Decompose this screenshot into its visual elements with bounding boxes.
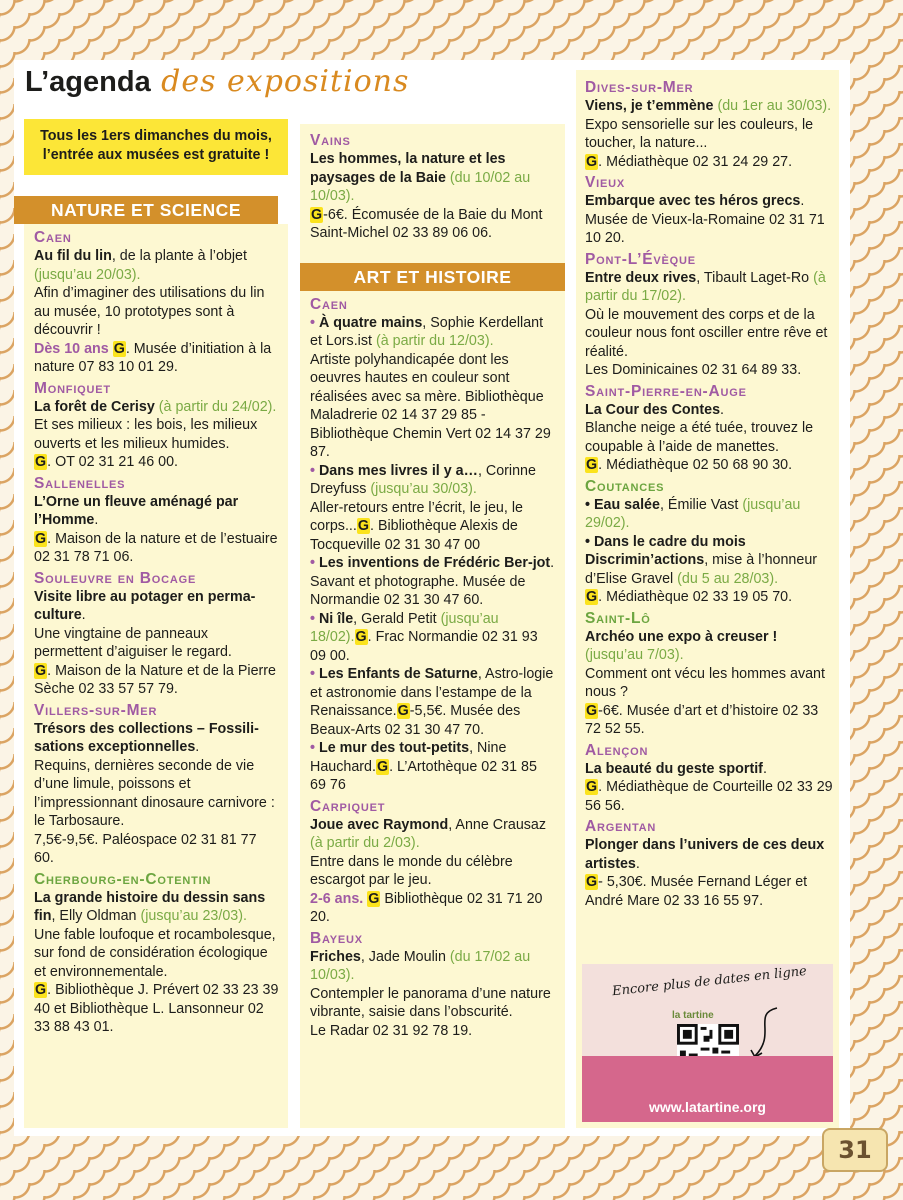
- city-heading: Caen: [310, 295, 348, 313]
- section-art-history: ART ET HISTOIRE: [300, 263, 565, 291]
- free-entry-badge: G: [586, 153, 598, 170]
- event-details: .: [94, 512, 99, 528]
- event-info: [310, 890, 555, 927]
- event-description: Requins, dernières seconde de vie d’une limule, poissons et l’impressionnant dinosaure carnivore : le Tarbosaure.: [34, 757, 275, 829]
- event-description: Artiste polyhandicapée dont les oeuvres hautes en couleur sont réalisées avec sa mère. Bibliothèque Maladrerie 02 14 37 29 85 - Bibliothèque Chemin Vert 02 14 37 29 87.: [310, 351, 551, 460]
- event-info: [585, 702, 833, 739]
- event-info: [585, 153, 833, 172]
- venue-contact: -6€. Écomusée de la Baie du Mont Saint-Michel 02 33 89 06 06.: [310, 206, 543, 241]
- city-heading: Saint-Lô: [585, 609, 651, 627]
- event-title: La beauté du geste sportif: [585, 760, 763, 777]
- event-date: (à partir du 12/03).: [375, 333, 494, 349]
- city-heading: Bayeux: [310, 929, 363, 947]
- city-heading: Cherbourg-en-Cotentin: [34, 870, 212, 888]
- event-info: [34, 340, 280, 377]
- event-date: (jusqu’au 30/03).: [370, 481, 477, 497]
- event-details: , Anne Crausaz: [448, 816, 547, 833]
- event-info: [585, 361, 833, 380]
- free-entry-badge: G: [311, 206, 323, 223]
- event-title: Joue avec Raymond: [310, 816, 449, 833]
- bullet: •: [585, 533, 594, 550]
- city-heading: Carpiquet: [310, 797, 386, 815]
- event-text: [34, 247, 280, 284]
- section-nature-science: NATURE ET SCIENCE: [14, 196, 278, 224]
- event-text: [585, 97, 833, 116]
- event-description: Contempler le panorama d’une nature vibrante, saisie dans l’obscurité.: [310, 985, 551, 1020]
- caen-exhibition-item: [310, 665, 555, 739]
- city-heading: Saint-Pierre-en-Auge: [585, 382, 747, 400]
- free-entry-badge: G: [376, 758, 389, 775]
- event-text: [34, 588, 280, 625]
- venue-contact: Bibliothèque 02 31 71 20 20.: [310, 890, 543, 925]
- bullet: •: [310, 666, 319, 682]
- free-entry-badge: G: [357, 518, 370, 534]
- event-text: [34, 398, 280, 417]
- event-info: [310, 1022, 555, 1041]
- caen-exhibition-item: [310, 610, 555, 666]
- event-details: , Tibault Laget-Ro: [696, 269, 814, 286]
- free-entry-badge: G: [586, 702, 598, 719]
- event-text: [585, 836, 833, 873]
- city-heading: Coutances: [585, 477, 665, 495]
- venue-contact: Le Radar 02 31 92 78 19.: [310, 1022, 473, 1039]
- event-description: Comment ont vécu les hommes avant nous ?: [585, 665, 825, 700]
- column-1: [24, 224, 288, 1128]
- city-heading: Vains: [310, 132, 351, 149]
- event-details: , Nine Hauchard.: [310, 740, 507, 775]
- event-details: , Gerald Petit: [353, 610, 441, 627]
- event-date: (jusqu’au 7/03).: [585, 647, 684, 663]
- event-info: [34, 530, 280, 567]
- event-title: Visite libre au potager en perma-culture: [34, 588, 256, 623]
- city-heading: Pont-L’Évèque: [585, 250, 696, 268]
- event-description: Blanche neige a été tuée, trouvez le coupable à l’aide de manettes.: [585, 420, 814, 455]
- venue-contact: . Médiathèque 02 31 24 29 27.: [598, 153, 793, 170]
- free-entry-badge: G: [35, 662, 47, 679]
- event-title: Friches: [310, 948, 361, 965]
- event-date: (du 17/02 au 10/03).: [310, 948, 531, 983]
- city-heading: Dives-sur-Mer: [585, 79, 694, 96]
- event-title: Le mur des tout-petits: [318, 740, 470, 756]
- event-info: [34, 981, 280, 1037]
- coutances-item: [585, 533, 833, 589]
- free-entry-badge: G: [586, 457, 598, 473]
- free-entry-badge: G: [368, 890, 380, 907]
- event-title: Eau salée: [593, 496, 660, 513]
- event-title: Les Enfants de Saturne: [318, 666, 478, 682]
- event-details: , Émilie Vast: [659, 496, 743, 513]
- event-title: À quatre mains: [318, 314, 423, 331]
- venue-contact: . L’Artothèque 02 31 85 69 76: [310, 758, 537, 793]
- venue-contact: . Musée d’initiation à la nature 07 83 10 01 29.: [34, 340, 272, 375]
- event-details: .: [720, 401, 725, 418]
- free-museum-notice: [24, 119, 288, 175]
- bullet: •: [310, 462, 319, 479]
- event-details: , Elly Oldman: [51, 908, 141, 924]
- caen-exhibition-item: [310, 462, 555, 555]
- event-title: Trésors des collections – Fossili-sations exceptionnelles: [34, 720, 259, 755]
- event-description: Une fable loufoque et rocambolesque, sur fond de considération écologique et environnementale.: [34, 926, 276, 980]
- event-date: (à partir du 2/03).: [310, 835, 420, 851]
- age-range: Dès 10 ans: [34, 340, 113, 357]
- venue-contact: . Bibliothèque Alexis de Tocqueville 02 31 30 47 00: [310, 518, 518, 553]
- free-entry-badge: G: [586, 779, 598, 795]
- event-info: [34, 662, 280, 699]
- event-title: Les hommes, la nature et les paysages de la Baie: [310, 151, 506, 186]
- free-entry-badge: G: [35, 982, 47, 998]
- event-title: Au fil du lin: [34, 248, 112, 264]
- event-details: , de la plante à l’objet: [111, 248, 247, 264]
- event-info: [34, 831, 280, 868]
- event-text: [585, 401, 833, 420]
- venue-contact: . Bibliothèque J. Prévert 02 33 23 39 40 et Bibliothèque L. Lansonneur 02 33 88 43 01.: [34, 982, 279, 1035]
- event-text: [585, 192, 833, 211]
- event-details: , Sophie Kerdellant et Lors.ist: [310, 314, 544, 349]
- free-entry-badge: G: [113, 340, 125, 357]
- ad-brand-logo: la tartine: [672, 1010, 714, 1021]
- venue-contact: . Médiathèque de Courteille 02 33 29 56 56.: [585, 779, 833, 814]
- event-details: .: [81, 607, 86, 623]
- bullet: •: [585, 496, 594, 513]
- venue-contact: -5,5€. Musée des Beaux-Arts 02 31 30 47 70.: [310, 703, 521, 738]
- event-text: [310, 816, 555, 853]
- event-details: .: [800, 193, 805, 209]
- event-description: Une vingtaine de panneaux permettent d’aiguiser le regard.: [34, 625, 232, 660]
- event-details: .: [195, 739, 200, 755]
- event-title: Archéo une expo à creuser !: [585, 628, 778, 645]
- event-description: Musée de Vieux-la-Romaine 02 31 71 10 20.: [585, 211, 825, 246]
- bullet: •: [310, 610, 319, 627]
- free-entry-badge: G: [397, 703, 409, 719]
- venue-contact: . Frac Normandie 02 31 93 09 00.: [310, 629, 538, 664]
- free-entry-badge: G: [35, 454, 47, 470]
- venue-contact: . Médiathèque 02 50 68 90 30.: [598, 457, 793, 473]
- event-details: .: [635, 855, 640, 872]
- event-title: Les inventions de Frédéric Ber-jot: [318, 555, 551, 571]
- event-date: (du 1er au 30/03).: [717, 98, 832, 114]
- event-title: Entre deux rives: [585, 269, 697, 286]
- event-date: (jusqu’au 18/02).: [310, 610, 499, 645]
- column-2: [300, 124, 565, 1128]
- bullet: •: [310, 314, 319, 331]
- event-text: [585, 628, 833, 665]
- free-notice-text: Tous les 1ers dimanches du mois, l’entrée aux musées est gratuite !: [40, 128, 272, 163]
- free-entry-badge: G: [355, 629, 367, 645]
- event-details: . Savant et photographe. Musée de Normandie 02 31 30 47 60.: [310, 555, 555, 608]
- city-heading: Caen: [34, 229, 72, 246]
- free-entry-badge: G: [35, 530, 47, 547]
- event-date: (du 10/02 au 10/03).: [310, 169, 531, 204]
- event-title: Embarque avec tes héros grecs: [585, 193, 801, 209]
- event-text: [310, 948, 555, 985]
- event-date: (jusqu’au 29/02).: [585, 496, 801, 531]
- event-info: [585, 873, 833, 910]
- city-heading: Souleuvre en Bocage: [34, 569, 197, 587]
- bullet: •: [310, 740, 319, 756]
- event-description: Où le mouvement des corps et de la couleur nous font osciller entre rêve et réalité.: [585, 306, 828, 360]
- event-title: Ni île: [318, 610, 354, 627]
- title-main: L’agenda: [25, 66, 151, 98]
- venue-contact: 7,5€-9,5€. Paléospace 02 31 81 77 60.: [34, 831, 257, 866]
- title-script: des expositions: [161, 64, 410, 99]
- online-dates-ad[interactable]: [582, 964, 833, 1122]
- event-title: Plonger dans l’univers de ces deux artistes: [585, 837, 825, 872]
- event-text: [585, 269, 833, 306]
- event-details: , Astro-logie et astronomie dans l’estampe de la Renaissance.: [310, 666, 554, 719]
- event-description: Expo sensorielle sur les couleurs, le toucher, la nature...: [585, 116, 814, 151]
- event-date: (à partir du 24/02).: [158, 398, 277, 415]
- event-title: La grande histoire du dessin sans fin: [34, 889, 266, 924]
- event-text: [34, 493, 280, 530]
- city-heading: Vieux: [585, 174, 626, 191]
- venue-contact: - 5,30€. Musée Fernand Léger et André Mare 02 33 16 55 97.: [585, 874, 808, 909]
- event-date: (jusqu’au 20/03).: [34, 266, 141, 283]
- event-title: L’Orne un fleuve aménagé par l’Homme: [34, 493, 239, 528]
- caen-exhibition-item: [310, 314, 555, 462]
- event-date: (du 5 au 28/03).: [677, 570, 779, 587]
- venue-contact: . Maison de la nature et de l’estuaire 02 31 78 71 06.: [34, 530, 278, 565]
- bullet: •: [310, 555, 319, 571]
- city-heading: Villers-sur-Mer: [34, 701, 158, 719]
- free-entry-badge: G: [586, 874, 598, 890]
- event-info: [310, 206, 555, 243]
- page-number: 31: [822, 1128, 888, 1172]
- event-text: [34, 889, 280, 926]
- venue-contact: . Maison de la Nature et de la Pierre Sèche 02 33 57 57 79.: [34, 662, 276, 697]
- ad-slogan: Encore plus de dates en ligne: [611, 964, 808, 1000]
- event-info: [34, 453, 280, 472]
- city-heading: Argentan: [585, 818, 657, 835]
- event-details: , Jade Moulin: [360, 948, 450, 965]
- event-title: La Cour des Contes: [585, 401, 721, 418]
- event-title: La forêt de Cerisy: [34, 398, 155, 415]
- venue-contact: . OT 02 31 21 46 00.: [47, 454, 179, 470]
- city-heading: Alençon: [585, 741, 649, 759]
- event-info: [585, 778, 833, 815]
- city-heading: Sallenelles: [34, 474, 126, 492]
- event-text: [34, 720, 280, 757]
- event-details: , mise à l’honneur d’Elise Gravel: [585, 552, 818, 587]
- event-description: Entre dans le monde du célèbre escargot par le jeu.: [310, 853, 513, 888]
- ad-url-link[interactable]: www.latartine.org: [649, 1099, 766, 1115]
- venue-contact: -6€. Musée d’art et d’histoire 02 33 72 52 55.: [585, 702, 819, 737]
- caen-exhibition-item: [310, 554, 555, 610]
- event-description: Afin d’imaginer des utilisations du lin au musée, 10 prototypes sont à découvrir !: [34, 285, 265, 338]
- city-heading: Monfiquet: [34, 379, 111, 397]
- age-range: 2-6 ans.: [310, 890, 368, 907]
- event-info: [585, 588, 833, 607]
- caen-exhibition-item: [310, 739, 555, 795]
- event-description: Et ses milieux : les bois, les milieux ouverts et les milieux humides.: [34, 417, 258, 452]
- event-title: Viens, je t’emmène: [585, 98, 714, 114]
- venue-contact: Les Dominicaines 02 31 64 89 33.: [585, 362, 802, 378]
- event-description: Aller-retours entre l’écrit, le jeu, le corps...: [310, 499, 523, 534]
- event-details: .: [762, 760, 767, 777]
- event-text: [585, 760, 833, 779]
- event-date: (jusqu’au 23/03).: [140, 908, 247, 924]
- page-title: [25, 64, 409, 110]
- event-title: Dans le cadre du mois Discrimin’actions: [585, 533, 746, 568]
- free-entry-badge: G: [586, 589, 598, 605]
- event-date: (à partir du 17/02).: [585, 269, 826, 304]
- event-info: [585, 456, 833, 475]
- event-text: [310, 150, 555, 206]
- coutances-item: [585, 496, 833, 533]
- event-details: , Corinne Dreyfuss: [310, 462, 536, 497]
- event-title: Dans mes livres il y a…: [318, 462, 478, 479]
- arrow-icon: [747, 1004, 787, 1064]
- venue-contact: . Médiathèque 02 33 19 05 70.: [598, 589, 793, 605]
